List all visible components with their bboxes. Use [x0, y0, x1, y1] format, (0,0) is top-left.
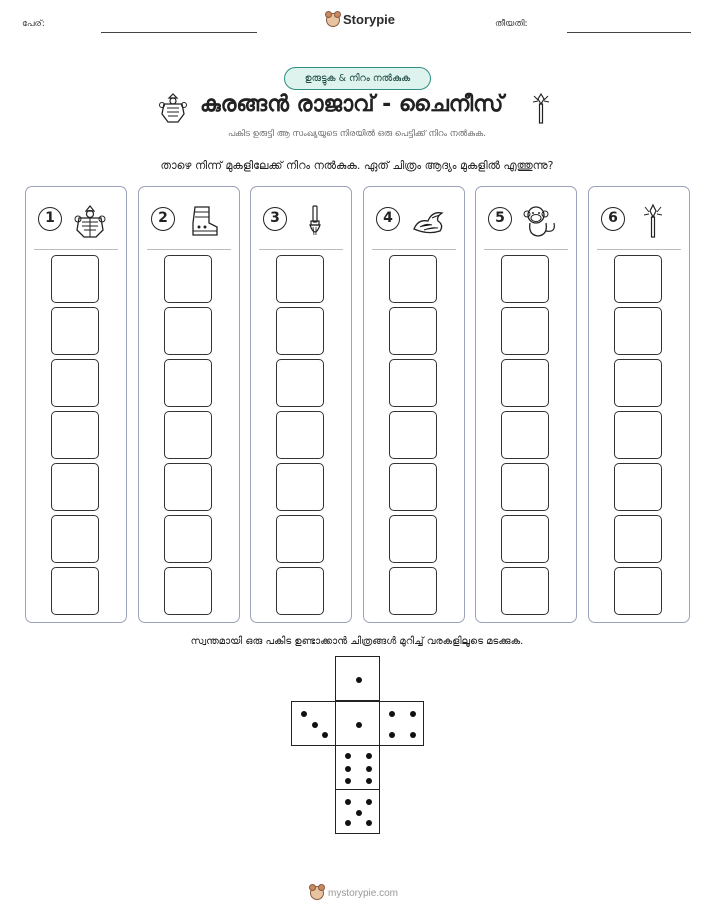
- brand-name: Storypie: [343, 12, 396, 27]
- dice-face-6: [335, 745, 380, 790]
- monkey-icon: [522, 203, 558, 239]
- dice-pip: [366, 799, 372, 805]
- color-box[interactable]: [276, 359, 324, 407]
- color-box[interactable]: [164, 359, 212, 407]
- dice-face-3: [291, 701, 336, 746]
- color-box[interactable]: [614, 567, 662, 615]
- instruction-text: താഴെ നിന്ന് മുകളിലേക്ക് നിറം നൽകുക. ഏത് ചിത്രം ആദ്യം മുകളിൽ എത്തുന്നു?: [160, 159, 554, 172]
- color-box[interactable]: [389, 255, 437, 303]
- color-box[interactable]: [51, 307, 99, 355]
- color-box[interactable]: [614, 463, 662, 511]
- column-1: [25, 186, 127, 623]
- color-box[interactable]: [276, 463, 324, 511]
- color-box[interactable]: [501, 359, 549, 407]
- color-box[interactable]: [501, 255, 549, 303]
- color-box[interactable]: [614, 359, 662, 407]
- dice-pip: [356, 810, 362, 816]
- color-box[interactable]: [501, 567, 549, 615]
- color-box[interactable]: [51, 567, 99, 615]
- dice-pip: [366, 820, 372, 826]
- column-3: [250, 186, 352, 623]
- activity-badge: ഉരുട്ടുക & നിറം നൽകുക: [284, 67, 431, 90]
- column-6: [588, 186, 690, 623]
- name-label: പേര്:: [22, 19, 45, 29]
- dice-pip: [301, 711, 307, 717]
- color-box[interactable]: [51, 411, 99, 459]
- dice-pip: [345, 799, 351, 805]
- column-number: 3: [263, 207, 287, 231]
- color-box[interactable]: [51, 359, 99, 407]
- color-box[interactable]: [389, 359, 437, 407]
- column-divider: [372, 249, 456, 250]
- title-row: [0, 90, 714, 126]
- column-number: 6: [601, 207, 625, 231]
- column-number: 2: [151, 207, 175, 231]
- column-number: 5: [488, 207, 512, 231]
- dice-pip: [389, 732, 395, 738]
- color-box[interactable]: [164, 411, 212, 459]
- color-box[interactable]: [164, 255, 212, 303]
- color-box[interactable]: [614, 255, 662, 303]
- armor-icon: [72, 203, 108, 239]
- column-divider: [147, 249, 231, 250]
- color-box[interactable]: [51, 463, 99, 511]
- color-box[interactable]: [501, 463, 549, 511]
- color-box[interactable]: [276, 515, 324, 563]
- footer: [310, 886, 398, 900]
- dice-pip: [356, 677, 362, 683]
- dice-face-1: [335, 701, 380, 746]
- color-box[interactable]: [389, 307, 437, 355]
- color-box[interactable]: [51, 255, 99, 303]
- cloud-icon: [410, 203, 446, 239]
- color-box[interactable]: [164, 515, 212, 563]
- date-label: തീയതി:: [495, 19, 528, 29]
- color-box[interactable]: [164, 463, 212, 511]
- column-4: [363, 186, 465, 623]
- color-box[interactable]: [276, 307, 324, 355]
- color-box[interactable]: [614, 515, 662, 563]
- color-box[interactable]: [51, 515, 99, 563]
- column-divider: [259, 249, 343, 250]
- dice-pip: [322, 732, 328, 738]
- column-divider: [484, 249, 568, 250]
- column-2: [138, 186, 240, 623]
- bear-logo-icon: [310, 886, 324, 900]
- name-line[interactable]: [101, 32, 257, 33]
- dice-pip: [410, 732, 416, 738]
- column-divider: [597, 249, 681, 250]
- page-title: കുരങ്ങൻ രാജാവ് - ചൈനീസ്: [200, 92, 504, 117]
- dice-face-5: [335, 789, 380, 834]
- dice-pip: [366, 766, 372, 772]
- column-5: [475, 186, 577, 623]
- dice-pip: [345, 820, 351, 826]
- color-box[interactable]: [501, 515, 549, 563]
- color-box[interactable]: [276, 567, 324, 615]
- color-box[interactable]: [276, 255, 324, 303]
- footer-url: mystorypie.com: [328, 887, 399, 899]
- color-box[interactable]: [164, 567, 212, 615]
- color-box[interactable]: [614, 411, 662, 459]
- boot-icon: [185, 203, 221, 239]
- bear-logo-icon: [326, 13, 340, 27]
- dice-pip: [356, 722, 362, 728]
- dice-pip: [389, 711, 395, 717]
- dice-pip: [345, 753, 351, 759]
- color-box[interactable]: [501, 411, 549, 459]
- dice-pip: [366, 778, 372, 784]
- staff-icon: [635, 203, 671, 239]
- color-box[interactable]: [276, 411, 324, 459]
- date-line[interactable]: [567, 32, 691, 33]
- brand-logo: [326, 12, 395, 27]
- dice-pip: [312, 722, 318, 728]
- dice-pip: [366, 753, 372, 759]
- color-box[interactable]: [164, 307, 212, 355]
- armor-icon: [158, 92, 188, 124]
- column-divider: [34, 249, 118, 250]
- color-box[interactable]: [389, 515, 437, 563]
- color-box[interactable]: [501, 307, 549, 355]
- dice-pip: [345, 778, 351, 784]
- color-box[interactable]: [614, 307, 662, 355]
- dice-face-4: [379, 701, 424, 746]
- dice-pip: [345, 766, 351, 772]
- color-box[interactable]: [389, 463, 437, 511]
- page-subtitle: പകിട ഉരുട്ടി ആ സംഖ്യയുടെ നിരയിൽ ഒരു പെട്ടിക്ക് നിറം നൽകുക.: [228, 129, 486, 139]
- column-number: 4: [376, 207, 400, 231]
- dice-pip: [410, 711, 416, 717]
- dice-face-1: [335, 656, 380, 701]
- staff-icon: [530, 92, 552, 124]
- color-box[interactable]: [389, 411, 437, 459]
- dice-instruction: സ്വന്തമായി ഒരു പകിട ഉണ്ടാക്കാൻ ചിത്രങ്ങൾ മുറിച്ച് വരകളിലൂടെ മടക്കുക.: [190, 636, 524, 647]
- column-number: 1: [38, 207, 62, 231]
- brush-icon: [297, 203, 333, 239]
- color-box[interactable]: [389, 567, 437, 615]
